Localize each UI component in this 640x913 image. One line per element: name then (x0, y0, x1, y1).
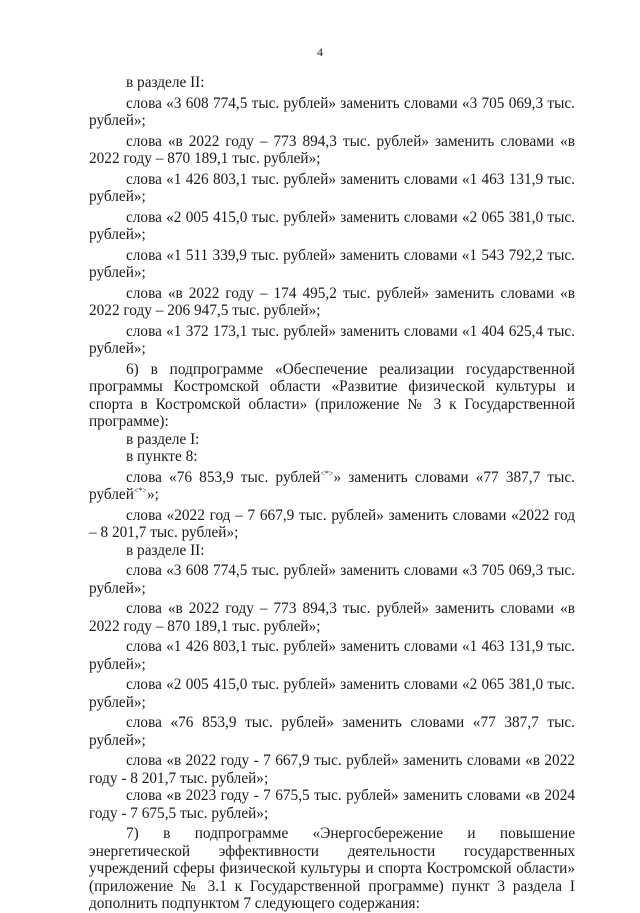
footnote-mark: <*> (320, 468, 334, 478)
paragraph: слова «в 2022 году – 773 894,3 тыс. рублей» заменить словами «в 2022 году – 870 189,1 тыс. рублей»; (89, 600, 575, 635)
paragraph: слова «в 2022 году – 773 894,3 тыс. рублей» заменить словами «в 2022 году – 870 189,1 тыс. рублей»; (89, 132, 575, 167)
paragraph: слова «в 2022 году - 7 667,9 тыс. рублей» заменить словами «в 2022 году - 8 201,7 тыс. рублей»; (89, 752, 575, 787)
text-run: слова «76 853,9 тыс. рублей (126, 468, 321, 486)
paragraph-item-7: 7) в подпрограмме «Энергосбережение и повышение энергетической эффективности деятельности государственных учреждений сферы физической культуры и спорта Костромской области» (приложение № 3.1 к Государственной программе) пункт 3 раздела I дополнить подпунктом 7 следующего содержания: (89, 825, 575, 912)
paragraph: слова «1 372 173,1 тыс. рублей» заменить словами «1 404 625,4 тыс. рублей»; (89, 322, 575, 357)
paragraph: слова «3 608 774,5 тыс. рублей» заменить словами «3 705 069,3 тыс. рублей»; (89, 562, 575, 597)
paragraph: слова «в 2022 году – 174 495,2 тыс. рублей» заменить словами «в 2022 году – 206 947,5 тыс. рублей»; (89, 284, 575, 319)
paragraph-item-6: 6) в подпрограмме «Обеспечение реализации государственной программы Костромской области «Развитие физической культуры и спорта в Костромской области» (приложение № 3 к Государственной программе): (89, 360, 575, 430)
paragraph: слова «1 426 803,1 тыс. рублей» заменить словами «1 463 131,9 тыс. рублей»; (89, 638, 575, 673)
paragraph: в разделе II: (126, 541, 205, 559)
footnote-mark: <*> (133, 485, 147, 495)
paragraph: слова «76 853,9 тыс. рублей» заменить словами «77 387,7 тыс. рублей»; (89, 714, 575, 749)
paragraph: слова «1 511 339,9 тыс. рублей» заменить словами «1 543 792,2 тыс. рублей»; (89, 246, 575, 281)
text-run: »; (146, 486, 159, 503)
paragraph: в пункте 8: (126, 448, 198, 465)
paragraph: слова «2 005 415,0 тыс. рублей» заменить словами «2 065 381,0 тыс. рублей»; (89, 676, 575, 711)
document-body (89, 74, 575, 913)
paragraph: слова «2022 год – 7 667,9 тыс. рублей» заменить словами «2022 год – 8 201,7 тыс. рублей»; (89, 506, 575, 541)
text-run: » заменить словами «77 387,7 тыс. рублей (89, 468, 575, 503)
paragraph: слова «1 426 803,1 тыс. рублей» заменить словами «1 463 131,9 тыс. рублей»; (89, 170, 575, 205)
paragraph: в разделе I: (126, 430, 200, 448)
paragraph: слова «в 2023 году - 7 675,5 тыс. рублей» заменить словами «в 2024 году - 7 675,5 тыс. рублей»; (89, 787, 575, 822)
page-number: 4 (317, 45, 323, 59)
paragraph-with-footnote-mark (89, 469, 575, 504)
paragraph: слова «3 608 774,5 тыс. рублей» заменить словами «3 705 069,3 тыс. рублей»; (89, 94, 575, 129)
paragraph: слова «2 005 415,0 тыс. рублей» заменить словами «2 065 381,0 тыс. рублей»; (89, 208, 575, 243)
paragraph: в разделе II: (126, 74, 205, 91)
